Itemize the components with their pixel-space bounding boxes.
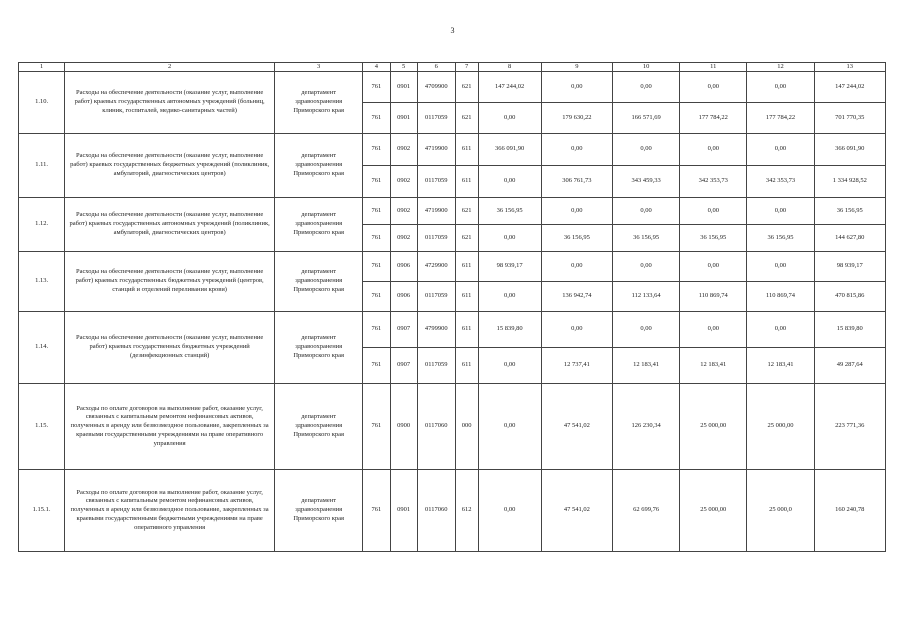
row-description: Расходы на обеспечение деятельности (оказание услуг, выполнение работ) краевых государственных бюджетных учреждений (дезинфекционных станций) xyxy=(65,312,275,384)
value-cell: 761 xyxy=(363,72,390,103)
value-cell: 343 459,33 xyxy=(613,166,680,198)
row-department: департамент здравоохранения Приморского края xyxy=(275,312,363,384)
header-cell: 10 xyxy=(613,63,680,72)
value-cell: 611 xyxy=(455,166,478,198)
value-cell: 0,00 xyxy=(747,134,814,166)
header-cell: 5 xyxy=(390,63,417,72)
value-cell: 0900 xyxy=(390,384,417,470)
value-cell: 0902 xyxy=(390,134,417,166)
value-cell: 0906 xyxy=(390,282,417,312)
value-cell: 12 183,41 xyxy=(747,348,814,384)
value-cell: 0902 xyxy=(390,225,417,252)
value-cell: 0117059 xyxy=(417,225,455,252)
value-cell: 0,00 xyxy=(747,72,814,103)
value-cell: 36 156,95 xyxy=(680,225,747,252)
value-cell: 62 699,76 xyxy=(613,470,680,552)
row-description: Расходы по оплате договоров на выполнение работ, оказание услуг, связанных с капитальным ремонтом нефинансовых активов, полученных в аренду или безвозмездное пользование, закрепленных за краевыми государственными бюджетными учреждениями на праве оперативного управления xyxy=(65,470,275,552)
table-row xyxy=(19,252,886,282)
value-cell: 0,00 xyxy=(478,103,541,134)
row-number: 1.13. xyxy=(19,252,65,312)
header-cell: 4 xyxy=(363,63,390,72)
value-cell: 0,00 xyxy=(613,134,680,166)
value-cell: 110 869,74 xyxy=(680,282,747,312)
header-cell: 6 xyxy=(417,63,455,72)
value-cell: 15 839,80 xyxy=(478,312,541,348)
value-cell: 12 183,41 xyxy=(613,348,680,384)
value-cell: 0,00 xyxy=(478,384,541,470)
value-cell: 0117059 xyxy=(417,103,455,134)
value-cell: 0,00 xyxy=(680,252,747,282)
value-cell: 761 xyxy=(363,252,390,282)
value-cell: 611 xyxy=(455,348,478,384)
row-number: 1.15.1. xyxy=(19,470,65,552)
row-number: 1.10. xyxy=(19,72,65,134)
value-cell: 177 784,22 xyxy=(680,103,747,134)
value-cell: 701 770,35 xyxy=(814,103,885,134)
value-cell: 0117059 xyxy=(417,348,455,384)
value-cell: 25 000,0 xyxy=(747,470,814,552)
value-cell: 0,00 xyxy=(478,166,541,198)
value-cell: 110 869,74 xyxy=(747,282,814,312)
row-department: департамент здравоохранения Приморского края xyxy=(275,134,363,198)
value-cell: 147 244,02 xyxy=(478,72,541,103)
value-cell: 15 839,80 xyxy=(814,312,885,348)
row-department: департамент здравоохранения Приморского края xyxy=(275,252,363,312)
value-cell: 0,00 xyxy=(478,282,541,312)
value-cell: 136 942,74 xyxy=(541,282,612,312)
value-cell: 611 xyxy=(455,312,478,348)
value-cell: 0901 xyxy=(390,103,417,134)
value-cell: 166 571,69 xyxy=(613,103,680,134)
value-cell: 621 xyxy=(455,72,478,103)
header-cell: 2 xyxy=(65,63,275,72)
value-cell: 761 xyxy=(363,134,390,166)
value-cell: 0117060 xyxy=(417,470,455,552)
value-cell: 0,00 xyxy=(541,198,612,225)
value-cell: 0,00 xyxy=(680,198,747,225)
value-cell: 47 541,02 xyxy=(541,384,612,470)
value-cell: 4719900 xyxy=(417,198,455,225)
row-department: департамент здравоохранения Приморского края xyxy=(275,198,363,252)
value-cell: 25 000,00 xyxy=(680,470,747,552)
value-cell: 4719900 xyxy=(417,134,455,166)
value-cell: 761 xyxy=(363,198,390,225)
header-cell: 11 xyxy=(680,63,747,72)
value-cell: 0,00 xyxy=(680,312,747,348)
table-row xyxy=(19,134,886,166)
header-cell: 1 xyxy=(19,63,65,72)
row-description: Расходы на обеспечение деятельности (оказание услуг, выполнение работ) краевых государственных бюджетных учреждений (поликлиник, амбулаторий, диагностических центров) xyxy=(65,134,275,198)
table-row xyxy=(19,198,886,225)
value-cell: 36 156,95 xyxy=(747,225,814,252)
value-cell: 0,00 xyxy=(613,252,680,282)
value-cell: 342 353,73 xyxy=(680,166,747,198)
value-cell: 36 156,95 xyxy=(478,198,541,225)
header-cell: 7 xyxy=(455,63,478,72)
value-cell: 4799900 xyxy=(417,312,455,348)
value-cell: 0117059 xyxy=(417,166,455,198)
value-cell: 761 xyxy=(363,282,390,312)
value-cell: 761 xyxy=(363,103,390,134)
value-cell: 761 xyxy=(363,470,390,552)
value-cell: 0907 xyxy=(390,312,417,348)
value-cell: 761 xyxy=(363,312,390,348)
value-cell: 0,00 xyxy=(541,72,612,103)
value-cell: 0,00 xyxy=(541,312,612,348)
value-cell: 160 240,78 xyxy=(814,470,885,552)
value-cell: 621 xyxy=(455,225,478,252)
value-cell: 0,00 xyxy=(478,225,541,252)
value-cell: 4709900 xyxy=(417,72,455,103)
header-cell: 3 xyxy=(275,63,363,72)
value-cell: 0,00 xyxy=(541,252,612,282)
value-cell: 761 xyxy=(363,225,390,252)
value-cell: 0,00 xyxy=(747,252,814,282)
value-cell: 0,00 xyxy=(478,470,541,552)
value-cell: 12 183,41 xyxy=(680,348,747,384)
value-cell: 36 156,95 xyxy=(613,225,680,252)
value-cell: 0117059 xyxy=(417,282,455,312)
value-cell: 612 xyxy=(455,470,478,552)
value-cell: 0,00 xyxy=(541,134,612,166)
value-cell: 0,00 xyxy=(478,348,541,384)
value-cell: 1 334 928,52 xyxy=(814,166,885,198)
value-cell: 611 xyxy=(455,282,478,312)
header-cell: 8 xyxy=(478,63,541,72)
value-cell: 470 815,86 xyxy=(814,282,885,312)
value-cell: 144 627,80 xyxy=(814,225,885,252)
row-department: департамент здравоохранения Приморского края xyxy=(275,384,363,470)
value-cell: 12 737,41 xyxy=(541,348,612,384)
value-cell: 0,00 xyxy=(613,198,680,225)
value-cell: 98 939,17 xyxy=(814,252,885,282)
value-cell: 621 xyxy=(455,103,478,134)
table-row xyxy=(19,384,886,470)
row-description: Расходы на обеспечение деятельности (оказание услуг, выполнение работ) краевых государственных автономных учреждений (больниц, клиник, госпиталей, медико-санитарных частей) xyxy=(65,72,275,134)
value-cell: 0,00 xyxy=(680,134,747,166)
value-cell: 000 xyxy=(455,384,478,470)
value-cell: 49 287,64 xyxy=(814,348,885,384)
value-cell: 0902 xyxy=(390,166,417,198)
value-cell: 0,00 xyxy=(613,72,680,103)
value-cell: 761 xyxy=(363,384,390,470)
value-cell: 306 761,73 xyxy=(541,166,612,198)
header-cell: 12 xyxy=(747,63,814,72)
value-cell: 25 000,00 xyxy=(680,384,747,470)
value-cell: 126 230,34 xyxy=(613,384,680,470)
value-cell: 342 353,73 xyxy=(747,166,814,198)
row-number: 1.14. xyxy=(19,312,65,384)
row-number: 1.12. xyxy=(19,198,65,252)
value-cell: 0,00 xyxy=(747,198,814,225)
value-cell: 47 541,02 xyxy=(541,470,612,552)
row-description: Расходы на обеспечение деятельности (оказание услуг, выполнение работ) краевых государственных бюджетных учреждений (центров, станций и отделений переливания крови) xyxy=(65,252,275,312)
value-cell: 0906 xyxy=(390,252,417,282)
value-cell: 761 xyxy=(363,166,390,198)
value-cell: 25 000,00 xyxy=(747,384,814,470)
value-cell: 611 xyxy=(455,252,478,282)
value-cell: 366 091,90 xyxy=(478,134,541,166)
row-number: 1.11. xyxy=(19,134,65,198)
page-number: 3 xyxy=(450,26,455,35)
value-cell: 223 771,36 xyxy=(814,384,885,470)
row-department: департамент здравоохранения Приморского края xyxy=(275,72,363,134)
value-cell: 147 244,02 xyxy=(814,72,885,103)
header-row xyxy=(19,63,886,72)
row-department: департамент здравоохранения Приморского края xyxy=(275,470,363,552)
row-number: 1.15. xyxy=(19,384,65,470)
value-cell: 0907 xyxy=(390,348,417,384)
table-row xyxy=(19,470,886,552)
value-cell: 36 156,95 xyxy=(814,198,885,225)
value-cell: 611 xyxy=(455,134,478,166)
value-cell: 0117060 xyxy=(417,384,455,470)
header-cell: 13 xyxy=(814,63,885,72)
value-cell: 177 784,22 xyxy=(747,103,814,134)
row-description: Расходы на обеспечение деятельности (оказание услуг, выполнение работ) краевых государственных автономных учреждений (поликлиник, амбулаторий, диагностических центров) xyxy=(65,198,275,252)
value-cell: 0,00 xyxy=(680,72,747,103)
value-cell: 761 xyxy=(363,348,390,384)
value-cell: 4729900 xyxy=(417,252,455,282)
value-cell: 36 156,95 xyxy=(541,225,612,252)
value-cell: 366 091,90 xyxy=(814,134,885,166)
value-cell: 0,00 xyxy=(613,312,680,348)
row-description: Расходы по оплате договоров на выполнение работ, оказание услуг, связанных с капитальным ремонтом нефинансовых активов, полученных в аренду или безвозмездное пользование, закрепленных за краевыми государственными учреждениями на праве оперативного управления xyxy=(65,384,275,470)
table-row xyxy=(19,72,886,103)
value-cell: 0902 xyxy=(390,198,417,225)
value-cell: 0901 xyxy=(390,72,417,103)
value-cell: 98 939,17 xyxy=(478,252,541,282)
value-cell: 112 133,64 xyxy=(613,282,680,312)
header-cell: 9 xyxy=(541,63,612,72)
value-cell: 0,00 xyxy=(747,312,814,348)
budget-table xyxy=(18,62,886,552)
value-cell: 0901 xyxy=(390,470,417,552)
value-cell: 621 xyxy=(455,198,478,225)
table-row xyxy=(19,312,886,348)
value-cell: 179 630,22 xyxy=(541,103,612,134)
